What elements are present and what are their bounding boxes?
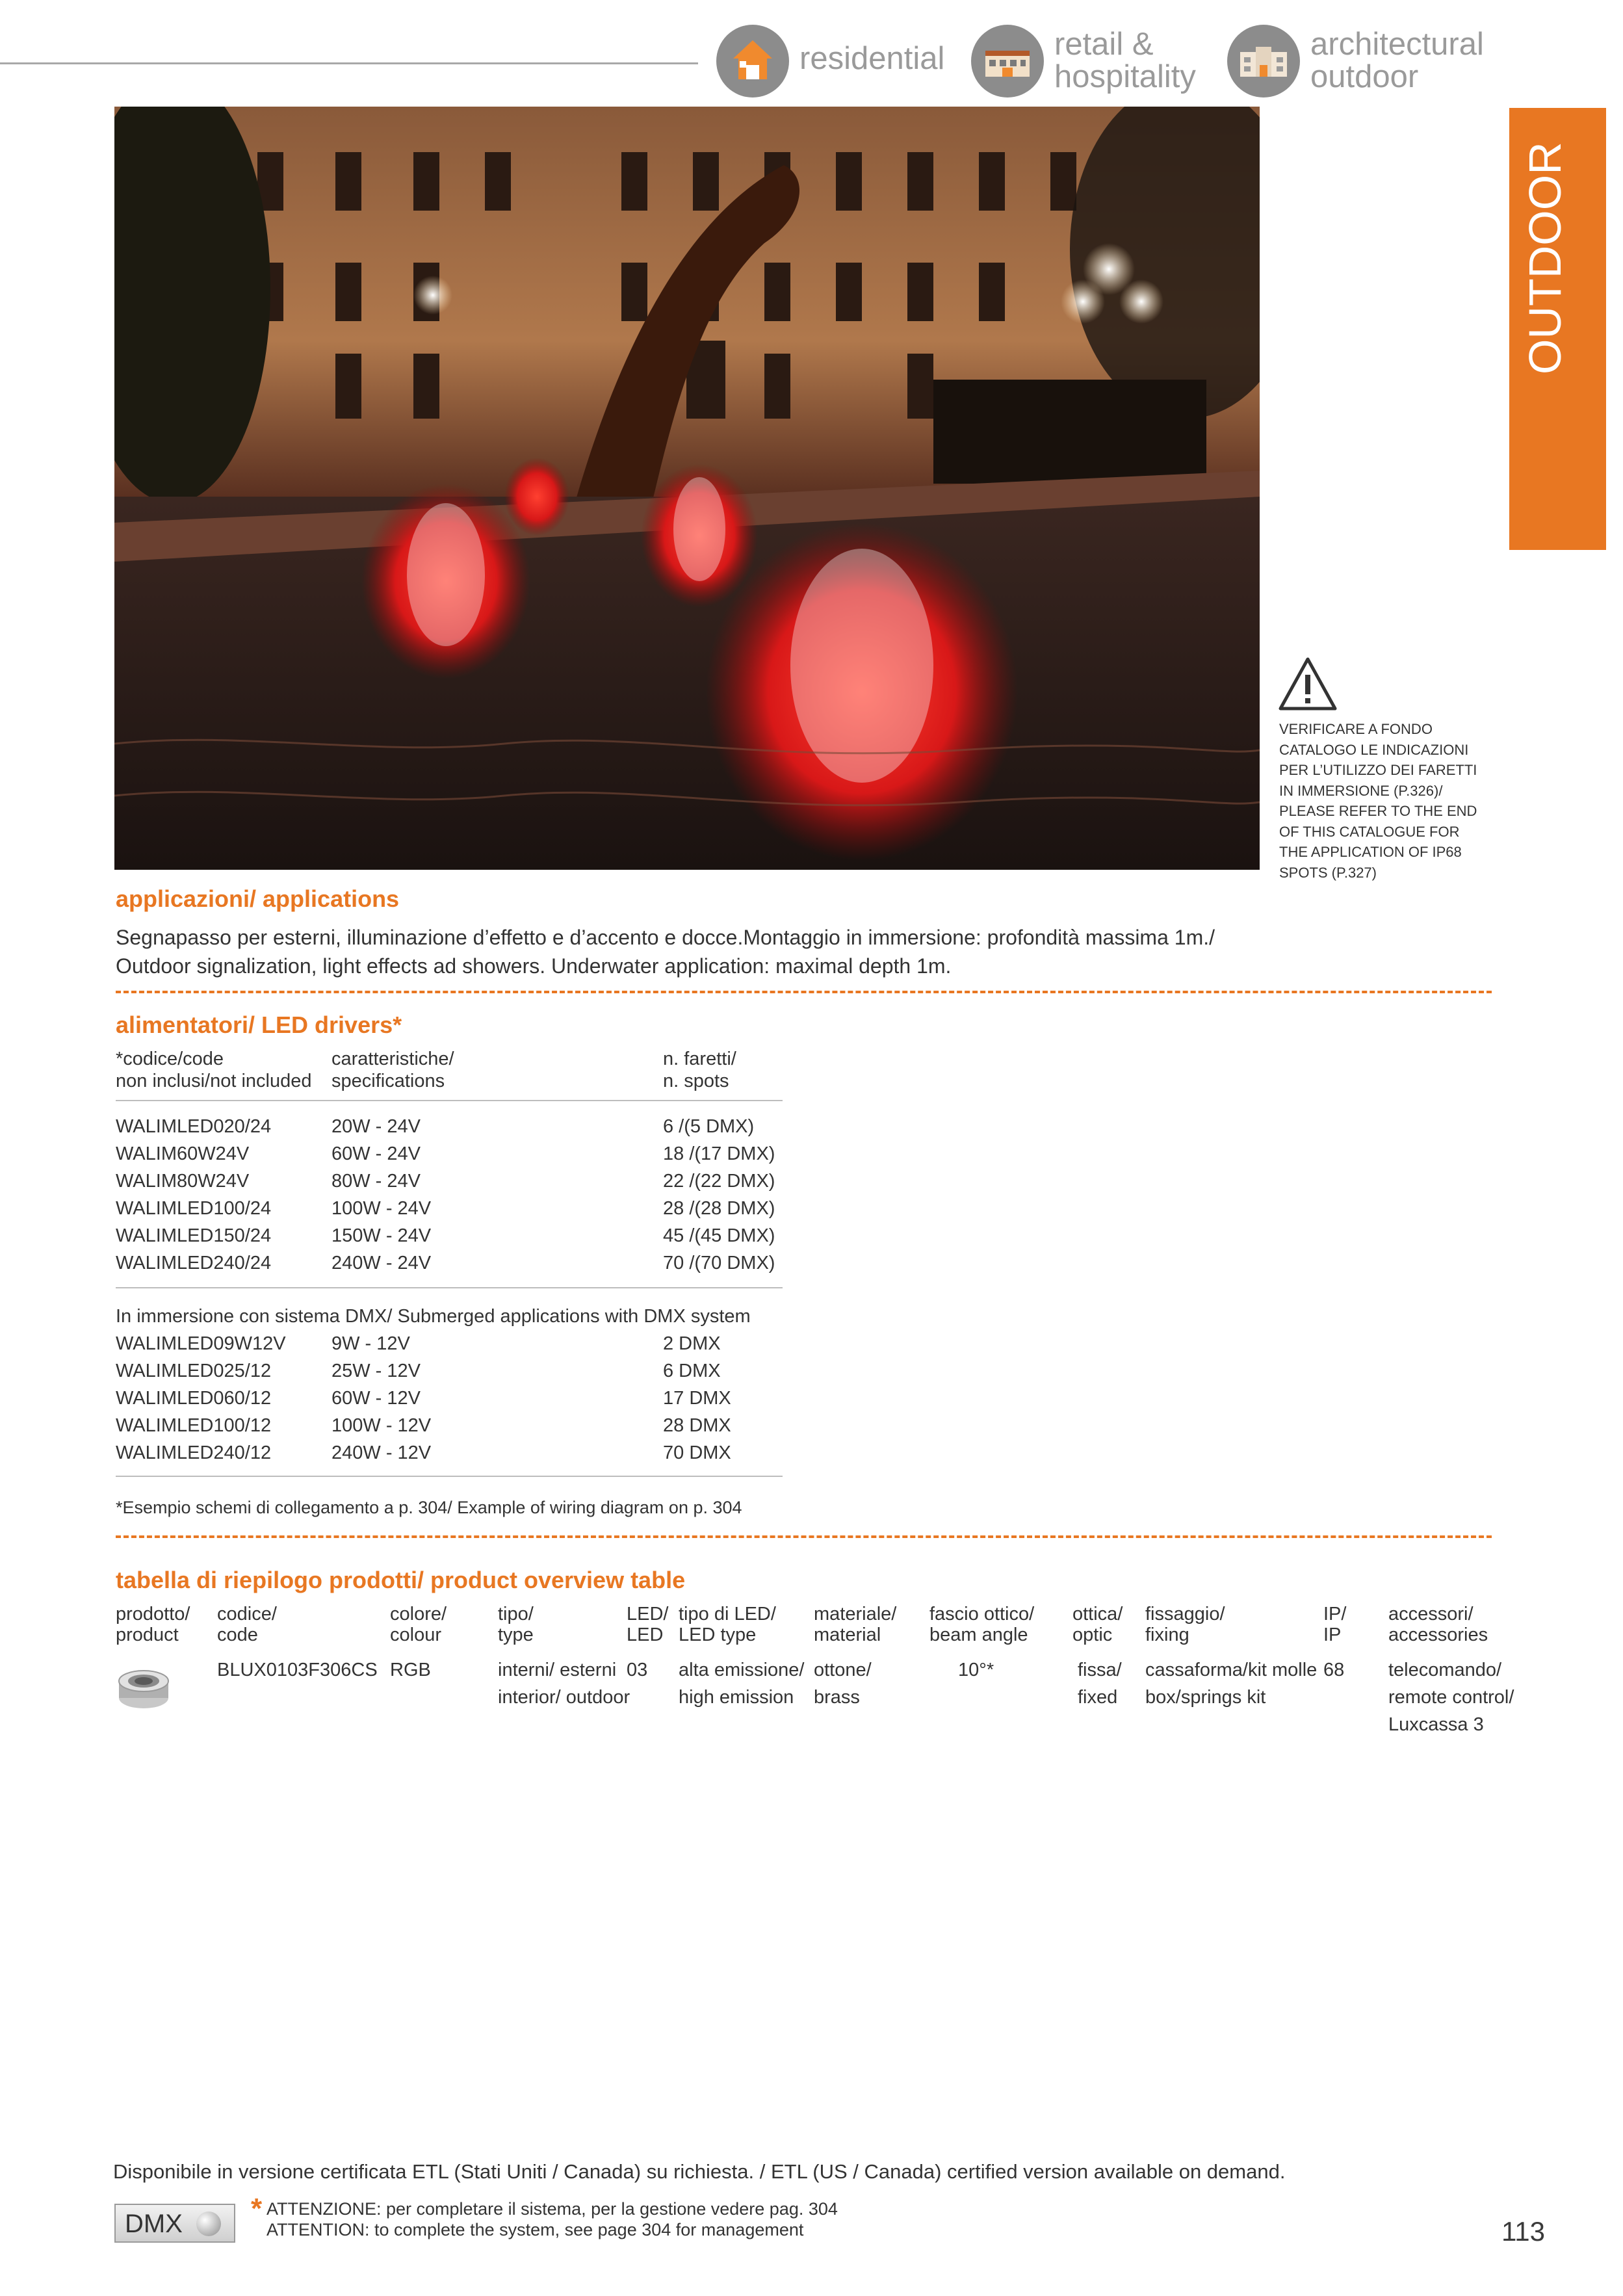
product-type-2: interior/ outdoor — [498, 1687, 630, 1708]
drivers-header-spots-2: n. spots — [663, 1071, 729, 1091]
driver-spots: 6 /(5 DMX) — [663, 1116, 755, 1137]
attention-en: ATTENTION: to complete the system, see page 304 for management — [266, 2220, 804, 2239]
driver-spots: 17 DMX — [663, 1388, 731, 1409]
attention-star: * — [251, 2193, 263, 2224]
applications-text-en: Outdoor signalization, light effects ad showers. Underwater application: maximal depth 1m. — [116, 954, 952, 978]
product-ip: 68 — [1323, 1660, 1345, 1680]
col-header-ip: IP/ IP — [1323, 1604, 1347, 1645]
outdoor-tab-label: OUTDOOR — [1520, 142, 1570, 374]
dmx-rule — [116, 1476, 783, 1477]
category-retail-label-2[interactable]: hospitality — [1054, 59, 1196, 94]
wiring-note: *Esempio schemi di collegamento a p. 304/ Example of wiring diagram on p. 304 — [116, 1498, 742, 1517]
drivers-header-spec-1: caratteristiche/ — [331, 1049, 454, 1069]
driver-spots: 28 DMX — [663, 1415, 731, 1436]
section-divider — [116, 1535, 1492, 1538]
warning-line: SPOTS (P.327) — [1279, 864, 1377, 881]
driver-code: WALIMLED240/12 — [116, 1442, 272, 1463]
drivers-header-rule — [116, 1100, 783, 1101]
etl-note: Disponibile in versione certificata ETL (Stati Uniti / Canada) su richiesta. / ETL (US / Canada) certified version available on demand. — [113, 2160, 1286, 2183]
driver-spec: 20W - 24V — [331, 1116, 421, 1137]
driver-spots: 70 /(70 DMX) — [663, 1253, 775, 1273]
applications-title: applicazioni/ applications — [116, 885, 400, 912]
drivers-title: alimentatori/ LED drivers* — [116, 1011, 402, 1038]
drivers-header-spec-2: specifications — [331, 1071, 445, 1091]
hero-photo — [114, 107, 1260, 870]
product-led-type-2: high emission — [679, 1687, 794, 1708]
driver-spec: 9W - 12V — [331, 1333, 410, 1354]
product-accessories-3: Luxcassa 3 — [1388, 1714, 1484, 1735]
outdoor-side-tab[interactable] — [1509, 108, 1606, 550]
driver-spots: 2 DMX — [663, 1333, 721, 1354]
warning-icon — [1278, 657, 1338, 711]
drivers-rule — [116, 1287, 783, 1288]
col-header-accessories: accessori/ accessories — [1388, 1604, 1488, 1645]
driver-spots: 45 /(45 DMX) — [663, 1225, 775, 1246]
warning-text — [1279, 719, 1477, 883]
product-material-1: ottone/ — [814, 1660, 872, 1680]
driver-code: WALIMLED150/24 — [116, 1225, 272, 1246]
product-led-type-1: alta emissione/ — [679, 1660, 805, 1680]
driver-code: WALIM60W24V — [116, 1143, 250, 1164]
header-rule — [0, 62, 698, 64]
product-led: 03 — [627, 1660, 648, 1680]
driver-spec: 100W - 24V — [331, 1198, 432, 1219]
driver-spec: 240W - 12V — [331, 1442, 432, 1463]
drivers-header-code-2: non inclusi/not included — [116, 1071, 312, 1091]
warning-line: PER L’UTILIZZO DEI FARETTI — [1279, 762, 1477, 778]
product-row[interactable] — [0, 1656, 1623, 1747]
dmx-sphere-icon — [196, 2211, 221, 2236]
category-retail-label-1[interactable]: retail & — [1054, 27, 1154, 62]
col-header-type: tipo/ type — [498, 1604, 534, 1645]
dmx-subtitle: In immersione con sistema DMX/ Submerged applications with DMX system — [116, 1306, 751, 1327]
category-architectural-label-1[interactable]: architectural — [1310, 27, 1484, 62]
product-accessories-2: remote control/ — [1388, 1687, 1514, 1708]
overview-header — [0, 1600, 1623, 1655]
category-residential[interactable]: residential — [799, 41, 945, 76]
warning-line: THE APPLICATION OF IP68 — [1279, 844, 1462, 860]
building-icon[interactable] — [1227, 25, 1300, 98]
col-header-code: codice/ code — [217, 1604, 277, 1645]
product-fixing-1: cassaforma/kit molle — [1145, 1660, 1318, 1680]
warning-line: OF THIS CATALOGUE FOR — [1279, 823, 1460, 840]
category-architectural-label-2[interactable]: outdoor — [1310, 59, 1419, 94]
col-header-fixing: fissaggio/ fixing — [1145, 1604, 1225, 1645]
product-beam-angle: 10°* — [958, 1660, 994, 1680]
col-header-led-type: tipo di LED/ LED type — [679, 1604, 776, 1645]
overview-title: tabella di riepilogo prodotti/ product overview table — [116, 1567, 686, 1593]
dmx-badge-label: DMX — [125, 2210, 183, 2238]
drivers-header-code-1: *codice/code — [116, 1049, 224, 1069]
col-header-optic: ottica/ optic — [1072, 1604, 1123, 1645]
applications-text-it: Segnapasso per esterni, illuminazione d’effetto e d’accento e docce.Montaggio in immersione: profondità massima 1m./ — [116, 926, 1215, 949]
driver-code: WALIMLED240/24 — [116, 1253, 272, 1273]
driver-code: WALIMLED060/12 — [116, 1388, 272, 1409]
driver-code: WALIMLED025/12 — [116, 1361, 272, 1381]
driver-code: WALIMLED09W12V — [116, 1333, 286, 1354]
attention-it: ATTENZIONE: per completare il sistema, per la gestione vedere pag. 304 — [266, 2199, 838, 2219]
driver-spec: 80W - 24V — [331, 1171, 421, 1192]
product-fixing-2: box/springs kit — [1145, 1687, 1266, 1708]
section-divider — [116, 991, 1492, 993]
driver-spec: 100W - 12V — [331, 1415, 432, 1436]
driver-code: WALIMLED100/24 — [116, 1198, 272, 1219]
driver-spec: 60W - 12V — [331, 1388, 421, 1409]
shop-icon[interactable] — [971, 25, 1044, 98]
product-thumbnail[interactable] — [116, 1660, 172, 1712]
driver-code: WALIM80W24V — [116, 1171, 250, 1192]
driver-spec: 25W - 12V — [331, 1361, 421, 1381]
driver-spots: 70 DMX — [663, 1442, 731, 1463]
product-colour: RGB — [390, 1660, 431, 1680]
driver-spots: 18 /(17 DMX) — [663, 1143, 775, 1164]
product-accessories-1: telecomando/ — [1388, 1660, 1502, 1680]
driver-spots: 28 /(28 DMX) — [663, 1198, 775, 1219]
col-header-colour: colore/ colour — [390, 1604, 447, 1645]
driver-spots: 22 /(22 DMX) — [663, 1171, 775, 1192]
driver-spec: 240W - 24V — [331, 1253, 432, 1273]
dmx-badge — [114, 2204, 235, 2243]
driver-spec: 60W - 24V — [331, 1143, 421, 1164]
product-material-2: brass — [814, 1687, 860, 1708]
product-code: BLUX0103F306CS — [217, 1660, 378, 1680]
driver-code: WALIMLED100/12 — [116, 1415, 272, 1436]
col-header-product: prodotto/ product — [116, 1604, 190, 1645]
col-header-material: materiale/ material — [814, 1604, 897, 1645]
warning-line: PLEASE REFER TO THE END — [1279, 803, 1477, 819]
driver-spec: 150W - 24V — [331, 1225, 432, 1246]
drivers-header-spots-1: n. faretti/ — [663, 1049, 736, 1069]
driver-spots: 6 DMX — [663, 1361, 721, 1381]
page-number: 113 — [1501, 2216, 1545, 2247]
product-optic-2: fixed — [1078, 1687, 1118, 1708]
product-optic-1: fissa/ — [1078, 1660, 1122, 1680]
warning-line: VERIFICARE A FONDO — [1279, 721, 1433, 737]
col-header-beam: fascio ottico/ beam angle — [929, 1604, 1035, 1645]
warning-line: IN IMMERSIONE (P.326)/ — [1279, 782, 1443, 799]
col-header-led: LED/ LED — [627, 1604, 669, 1645]
warning-line: CATALOGO LE INDICAZIONI — [1279, 741, 1469, 758]
house-icon[interactable] — [716, 25, 789, 98]
driver-code: WALIMLED020/24 — [116, 1116, 272, 1137]
product-type-1: interni/ esterni — [498, 1660, 617, 1680]
